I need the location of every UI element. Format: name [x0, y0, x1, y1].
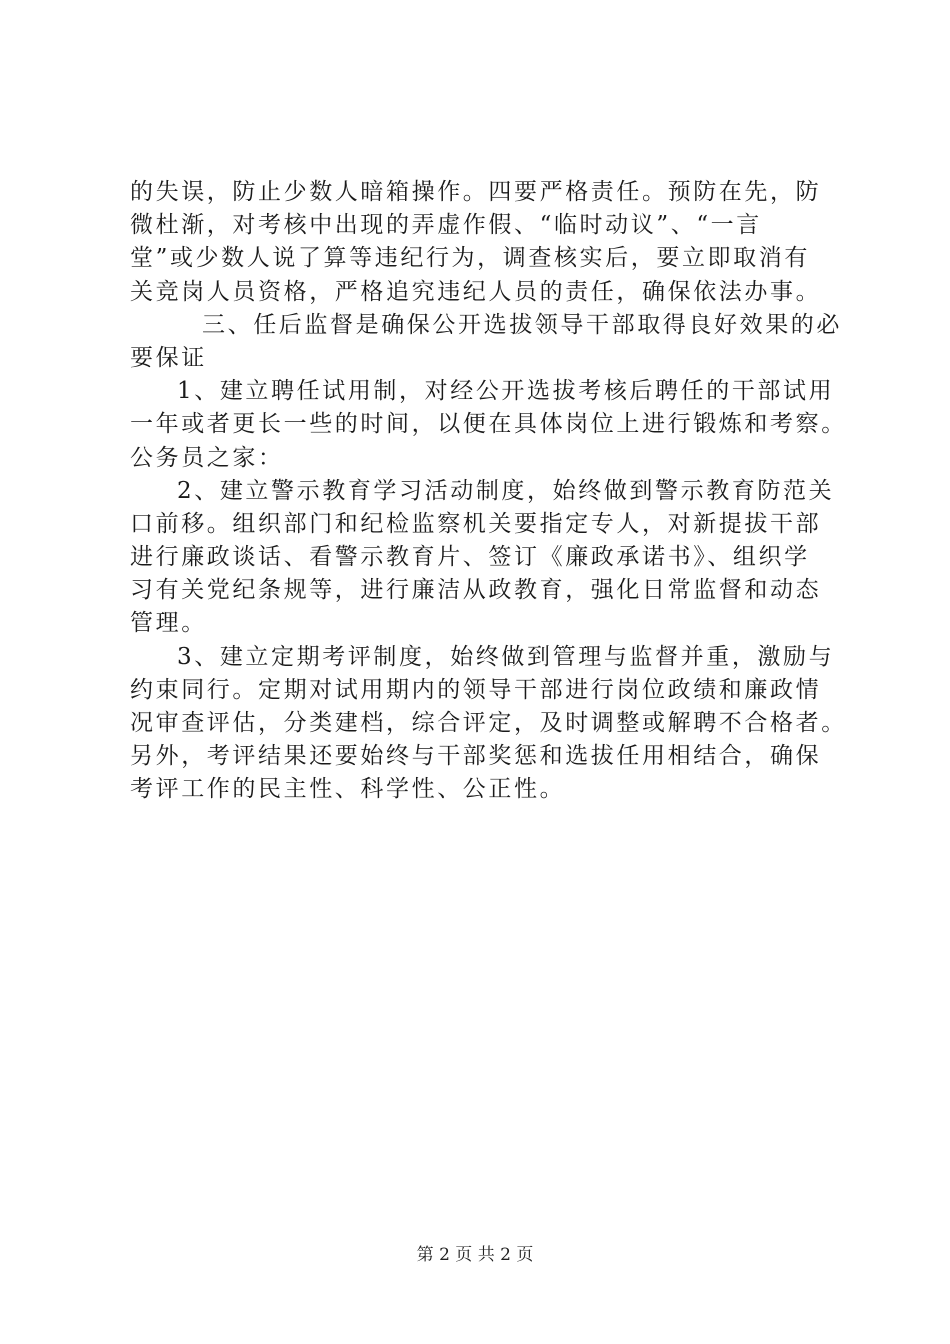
text-line: 约束同行。定期对试用期内的领导干部进行岗位政绩和廉政情	[130, 676, 822, 703]
text-line: 进行廉政谈话、看警示教育片、签订《廉政承诺书》、组织学	[130, 544, 810, 571]
text-line: 1、建立聘任试用制，对经公开选拔考核后聘任的干部试用	[177, 378, 835, 405]
text-line: 微杜渐，对考核中出现的弄虚作假、“临时动议”、“一言	[130, 212, 762, 239]
text-line: 堂”或少数人说了算等违纪行为，调查核实后，要立即取消有	[130, 245, 810, 272]
section-heading-continued: 要保证	[130, 344, 207, 371]
text-line: 另外，考评结果还要始终与干部奖惩和选拔任用相结合，确保	[130, 743, 822, 770]
text-line: 的失误，防止少数人暗箱操作。四要严格责任。预防在先，防	[130, 179, 822, 205]
page-number-footer: 第 2 页 共 2 页	[416, 1245, 534, 1265]
document-body	[130, 176, 847, 807]
text-line: 一年或者更长一些的时间，以便在具体岗位上进行锻炼和考察。	[130, 411, 847, 438]
section-heading: 三、任后监督是确保公开选拔领导干部取得良好效果的必	[202, 311, 842, 338]
text-line: 考评工作的民主性、科学性、公正性。	[130, 776, 566, 803]
text-line: 管理。	[130, 610, 207, 637]
text-line: 2、建立警示教育学习活动制度，始终做到警示教育防范关	[177, 477, 835, 504]
text-line: 3、建立定期考评制度，始终做到管理与监督并重，激励与	[177, 643, 835, 670]
text-line: 习有关党纪条规等，进行廉洁从政教育，强化日常监督和动态	[130, 577, 822, 604]
text-line: 公务员之家：	[130, 444, 284, 471]
text-line: 口前移。组织部门和纪检监察机关要指定专人，对新提拔干部	[130, 510, 822, 537]
text-line: 关竞岗人员资格，严格追究违纪人员的责任，确保依法办事。	[130, 278, 822, 305]
text-line: 况审查评估，分类建档，综合评定，及时调整或解聘不合格者。	[130, 710, 847, 736]
